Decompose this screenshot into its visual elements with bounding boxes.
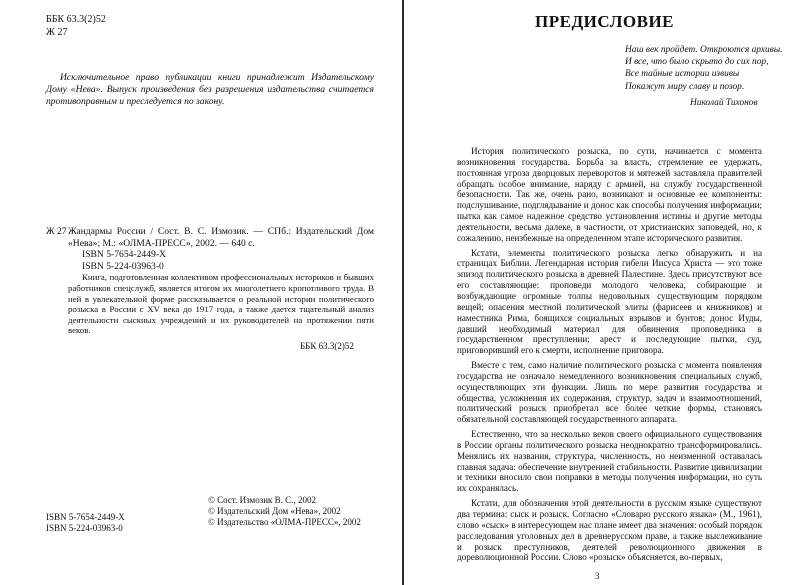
isbn-2: ISBN 5-224-03963-0 (46, 523, 123, 533)
author-mark: Ж 27 (46, 27, 68, 38)
paragraph: Вместе с тем, само наличие политического розыска с момента появления государства не означало немедленного возникновения специальных служб, осуществляющих эти функции. Лишь по мере развития государства и общества, усложнения их содержания, структур, задач и взаимоотношений, политический розыск приобретал все более четкие формы, становясь обязательной составляющей государственного аппарата. (457, 360, 762, 425)
rights-notice: Исключительное право публикации книги принадлежит Издательскому Дому «Нева». Выпуск произведения без разрешения издательства считается противоправным и преследуется по закону. (46, 72, 374, 107)
copyright-compiler: © Сост. Измозик В. С., 2002 (208, 495, 316, 505)
bbk-header (46, 13, 106, 39)
catalog-card (46, 226, 374, 336)
page-number: 3 (595, 571, 600, 581)
left-page (0, 0, 403, 585)
catalog-annotation: Книга, подготовленная коллективом профессиональных историков и бывших работников спецслужб, является итогом их многолетнего кропотливого труда. В ней в увлекательной форме рассказывается о реальной истории политического розыска в России с XV века до 1917 года, а также дается тщательный анализ деятельности сыскных учреждений и их руководителей на протяжении пяти веков. (68, 272, 374, 336)
epigraph (625, 44, 782, 93)
catalog-description: Жандармы России / Сост. В. С. Измозик. — СПб.: Издательский Дом «Нева»; М.: «ОЛМА-ПРЕСС», 2002. — 640 с. (68, 226, 374, 249)
copyright-publisher: © Издательский Дом «Нева», 2002 (208, 506, 341, 517)
epigraph-line: Покажут миру славу и позор. (625, 81, 745, 92)
epigraph-line: Наш век пройдет. Откроются архивы. (625, 45, 783, 55)
epigraph-line: И все, что было скрыто до сих пор, (625, 57, 769, 68)
isbn-1: ISBN 5-7654-2449-X (46, 512, 125, 522)
epigraph-author: Николай Тихонов (690, 98, 758, 108)
spine-divider (402, 0, 404, 585)
copyright-olma: © Издательство «ОЛМА-ПРЕСС», 2002 (208, 517, 361, 528)
right-page (405, 0, 807, 585)
paragraph: Естественно, что за несколько веков своего официального существования в России органы политического розыска неоднократно трансформировались. Менялись их названия, структура, численность, но неизменной оставалась главная задача: обеспечение внутренней стабильности. Развитие цивилизации и техники вносило свои поправки в методы получения информации, но суть их сохранялась. (457, 429, 762, 494)
copyright-block (208, 495, 361, 529)
catalog-bbk-code: ББК 63.3(2)52 (300, 341, 354, 351)
preface-body (457, 146, 762, 567)
epigraph-line: Все тайные истории извивы (625, 69, 740, 80)
catalog-isbn-1: ISBN 5-7654-2449-X (82, 249, 166, 261)
paragraph: История политического розыска, по сути, начинается с момента возникновения государства. Борьба за власть, стремление ее удержать, постоянная угроза дворцовых переворотов и мятежей заставляла правителей обращать особое внимание, наряду с армией, на службу государственной безопасности. Так же, очень рано, возникают и основные ее компоненты: подслушивание, подглядывание и донос как способы получения информации; пытка как самое надежное средство установления истины и другие методы деятельности, весьма далеке, в частности, от христианских заповедей, но, к сожалению, неизбежные на определенном этапе исторического развития. (457, 146, 762, 243)
catalog-isbn-2: ISBN 5-224-03963-0 (82, 260, 164, 272)
isbn-block (46, 512, 125, 534)
paragraph: Кстати, элементы политического розыска легко обнаружить и на страницах Библии. Легендарная история гибели Иисуса Христа — это тоже эпизод политического розыска в древней Палестине. Здесь присутствуют все его составляющие: проповеди молодого человека, собирающие и возбуждающие огромные толпы недовольных существующим порядком вещей; опасения местной политической элиты (фарисеев и книжников) и наместника Рима, боящихся социальных взрывов и бунтов; донос Иуды, давший необходимый материал для обвинения проповедника в государственном преступлении; арест и последующие пытки, суд, приговоривший его к смерти, исполнение приговора. (457, 247, 762, 356)
catalog-entry (46, 226, 374, 249)
paragraph: Кстати, для обозначения этой деятельности в русском языке существуют два термина: сыск и розыск. Согласно «Словарю русского языка» (М., 1961), слово «сыск» в интересующем нас плане имеет два значения: особый порядок расследования уголовных дел в древнерусском праве, а также выслеживание и розыск преступников, деятелей революционного движения в дореволюционной России. Слово «розыск» объясняется, во-первых, (457, 498, 762, 563)
page-title: ПРЕДИСЛОВИЕ (535, 12, 675, 31)
catalog-code: Ж 27 (46, 226, 67, 237)
bbk-code: ББК 63.3(2)52 (46, 14, 106, 25)
